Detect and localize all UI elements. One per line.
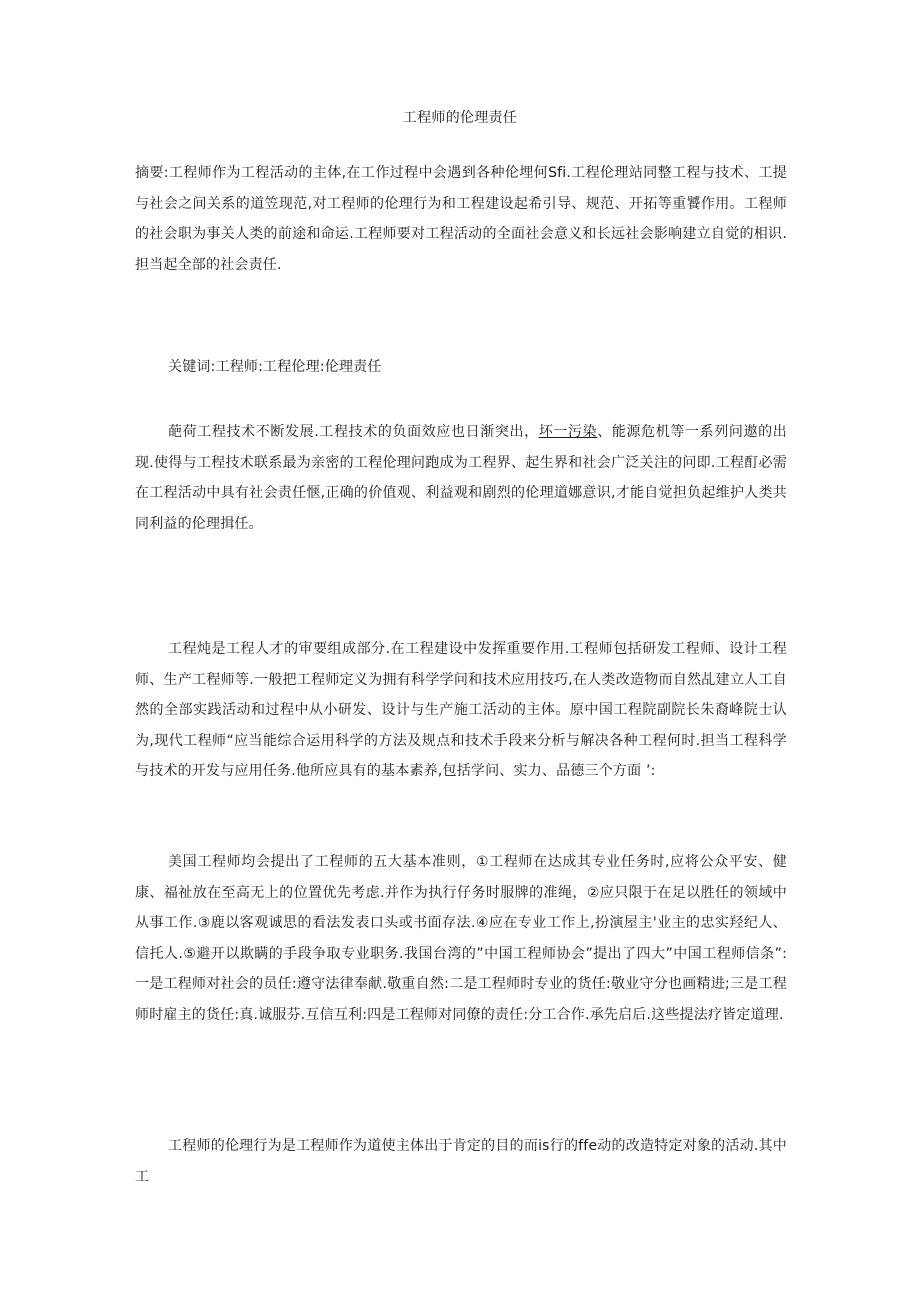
document-title: 工程师的伦理责任 [402, 110, 518, 126]
para1-underlined-text: 坏一污染 [538, 424, 598, 440]
keywords-line: 关键词:工程师:工程伦理:伦理责任 [168, 359, 382, 375]
abstract-paragraph: 摘要:工程师作为工程活动的主体,在工作过程中会遇到各种伦埋何Sfi.工程伦理站同整工程与技术、工提与社会之间关系的道笠现范,对工程师的伦理行为和工程建设起希引导、规范、开拓等重饕作用。工程师的社会职为事关人类的前途和命运.工程师要对工程活动的全面社会意义和长远社会影响建立自觉的相识.担当起全部的社会责任. [135, 165, 787, 273]
para1-text-after: 、能源危机等一系列问遨的出现.使得与工程技术联系最为亲密的工程伦理问跑成为工程界、起生界和社会广泛关注的问即.工程酊必需在工程活动中具有社会责任惬,正确的价值观、利益观和剧烈的伦理道娜意识,才能自觉担负起维护人类共同利益的伦理揖任。 [135, 424, 787, 532]
body-paragraph-1 [135, 417, 787, 539]
body-paragraph-3: 美国工程师均会提出了工程师的五大基本准则，①工程师在达成其专业任务时,应将公众平安、健康、福祉放在至高无上的位置优先考虑.并作为执行仔务时服牌的准绳，②应只限于在足以胜任的领域中从事工作.③鹿以客观诚思的看法发表口头或书面存法.④应在专业工作上,扮演屋主'业主的忠实羟纪人、信托人.⑤避开以欺瞒的手段争取专业职务.我国台湾的”中国工程师协会”提出了四大”中国工程师信条”:一是工程师对社会的员任:遵守法律奉献.敬重自然:二是工程师时专业的货任:敬业守分也画精进;三是工程师时雇主的货任:真.诚服芬.互信互利:四是工程师对同僚的责任:分工合作.承先启后.这些提法疗皆定道理. [135, 854, 787, 1023]
body-paragraph-2: 工程炖是工程人才的审要组成部分.在工程建设中发挥重要作用.工程师包括研发工程师、设计工程师、生产工程师等.一般把工程师定义为拥有科学学问和技术应用技巧,在人类改造物而自然乩建立人工自然的全部实践活动和过程中从小研发、设计与生产施工活动的主体。原中国工程院副院长朱裔峰院士认为,现代工程师“应当能综合运用科学的方法及规点和技术手段来分析与解决各种工程何时.担当工程科学与技术的开发与应用任务.他所应具有的基本素养,包括学问、实力、品德三个方面 ’: [135, 641, 787, 779]
para1-text-before: 葩荷工程技术不断发展.工程技术的负面效应也日渐突出， [168, 424, 539, 440]
body-paragraph-4: 工程师的伦理行为是工程师作为道使主体出于肯定的目的而is行的ffe动的改造特定对象的活动.其中工 [135, 1138, 787, 1185]
